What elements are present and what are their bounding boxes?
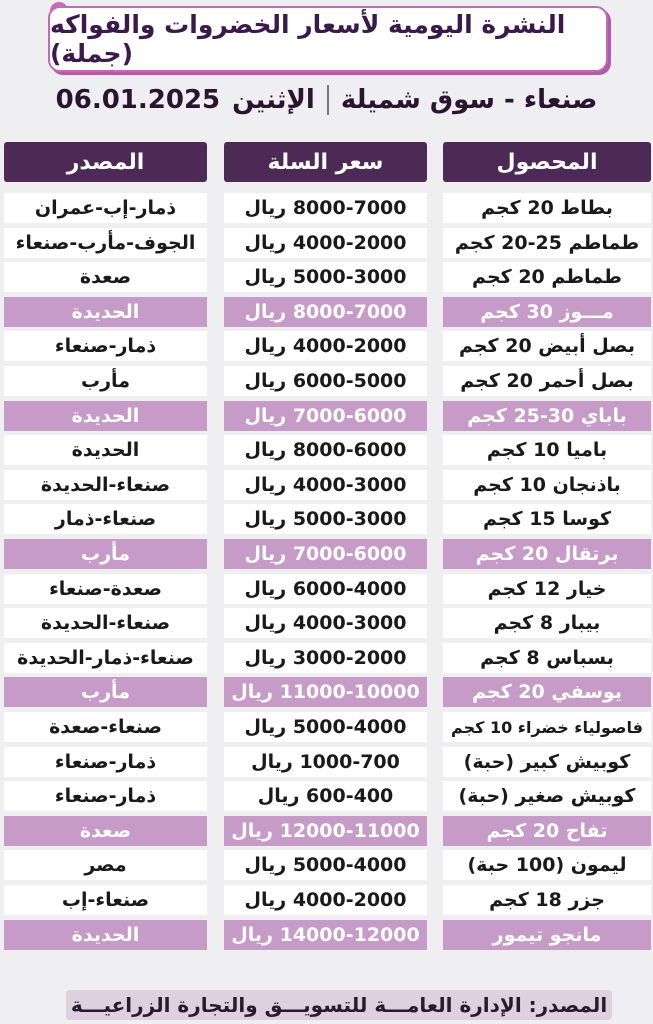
product-cell: باباي 30-25 كجم [443,401,651,431]
table-row [0,435,653,465]
price-cell: 6000-5000 ريال [224,366,427,396]
price-cell: 11000-10000 ريال [224,677,427,707]
table-row [0,643,653,673]
table-row [0,850,653,880]
price-cell: 6000-4000 ريال [224,574,427,604]
source-cell: مأرب [4,366,207,396]
price-cell: 5000-3000 ريال [224,262,427,292]
market-location: صنعاء - سوق شميلة [340,85,598,115]
table-row [0,331,653,361]
subtitle-separator [327,85,329,115]
product-cell: طماطم 25-20 كجم [443,228,651,258]
product-cell: بصل أبيض 20 كجم [443,331,651,361]
source-cell: صنعاء-صعدة [4,712,207,742]
price-cell: 14000-12000 ريال [224,920,427,950]
page-title: النشرة اليومية لأسعار الخضروات والفواكه (جملة) [50,10,566,68]
price-cell: 4000-3000 ريال [224,470,427,500]
table-row [0,228,653,258]
source-cell: ذمار-صنعاء [4,747,207,777]
product-cell: بطاط 20 كجم [443,193,651,223]
table-row [0,193,653,223]
product-cell: برتقال 20 كجم [443,539,651,569]
table-row [0,885,653,915]
source-cell: مأرب [4,539,207,569]
source-cell: صنعاء-ذمار [4,504,207,534]
table-row [0,608,653,638]
footer-source: المصدر: الإدارة العامـــة للتسويـــق والتجارة الزراعيـــة [66,990,612,1020]
title-box [48,6,608,72]
table-row [0,366,653,396]
table-row [0,816,653,846]
source-cell: الحديدة [4,435,207,465]
table-row [0,470,653,500]
product-cell: ليمون (100 حبة) [443,850,651,880]
product-cell: تفاح 20 كجم [443,816,651,846]
table-row [0,712,653,742]
price-cell: 1000-700 ريال [224,747,427,777]
price-cell: 4000-3000 ريال [224,608,427,638]
subtitle [0,80,653,120]
price-cell: 8000-6000 ريال [224,435,427,465]
source-cell: ذمار-صنعاء [4,331,207,361]
price-cell: 4000-2000 ريال [224,885,427,915]
source-cell: صنعاء-الحديدة [4,470,207,500]
source-cell: الجوف-مأرب-صنعاء [4,228,207,258]
price-cell: 8000-7000 ريال [224,193,427,223]
price-cell: 5000-4000 ريال [224,850,427,880]
product-cell: يوسفي 20 كجم [443,677,651,707]
product-cell: بصل أحمر 20 كجم [443,366,651,396]
product-cell: طماطم 20 كجم [443,262,651,292]
price-cell: 4000-2000 ريال [224,228,427,258]
source-cell: ذمار-إب-عمران [4,193,207,223]
source-cell: الحديدة [4,297,207,327]
source-cell: ذمار-صنعاء [4,781,207,811]
source-cell: الحديدة [4,920,207,950]
table-row [0,297,653,327]
product-cell: كوسا 15 كجم [443,504,651,534]
table-row [0,574,653,604]
source-cell: صنعاء-الحديدة [4,608,207,638]
source-cell: مصر [4,850,207,880]
header-product: المحصول [443,142,651,182]
price-cell: 5000-4000 ريال [224,712,427,742]
source-cell: صنعاء-إب [4,885,207,915]
source-cell: صعدة-صنعاء [4,574,207,604]
table-row [0,677,653,707]
product-cell: باذنجان 10 كجم [443,470,651,500]
product-cell: كوبيش صغير (حبة) [443,781,651,811]
product-cell: مـــوز 30 كجم [443,297,651,327]
price-cell: 7000-6000 ريال [224,401,427,431]
price-cell: 7000-6000 ريال [224,539,427,569]
product-cell: فاصولياء خضراء 10 كجم [443,712,651,742]
table-row [0,539,653,569]
product-cell: بسباس 8 كجم [443,643,651,673]
price-cell: 600-400 ريال [224,781,427,811]
table-row [0,920,653,950]
product-cell: جزر 18 كجم [443,885,651,915]
price-cell: 8000-7000 ريال [224,297,427,327]
report-date: 06.01.2025 [55,85,221,115]
price-cell: 3000-2000 ريال [224,643,427,673]
source-cell: مأرب [4,677,207,707]
product-cell: بيبار 8 كجم [443,608,651,638]
header-source: المصدر [4,142,207,182]
source-cell: صنعاء-ذمار-الحديدة [4,643,207,673]
product-cell: مانجو تيمور [443,920,651,950]
product-cell: كوبيش كبير (حبة) [443,747,651,777]
product-cell: خيار 12 كجم [443,574,651,604]
price-cell: 12000-11000 ريال [224,816,427,846]
source-cell: صعدة [4,262,207,292]
table-row [0,747,653,777]
product-cell: باميا 10 كجم [443,435,651,465]
price-cell: 4000-2000 ريال [224,331,427,361]
header-price: سعر السلة [224,142,427,182]
table-row [0,262,653,292]
price-cell: 5000-3000 ريال [224,504,427,534]
table-row [0,781,653,811]
source-cell: الحديدة [4,401,207,431]
source-cell: صعدة [4,816,207,846]
table-row [0,504,653,534]
table-row [0,401,653,431]
day-name: الإثنين [232,85,315,115]
table-header [0,142,653,182]
